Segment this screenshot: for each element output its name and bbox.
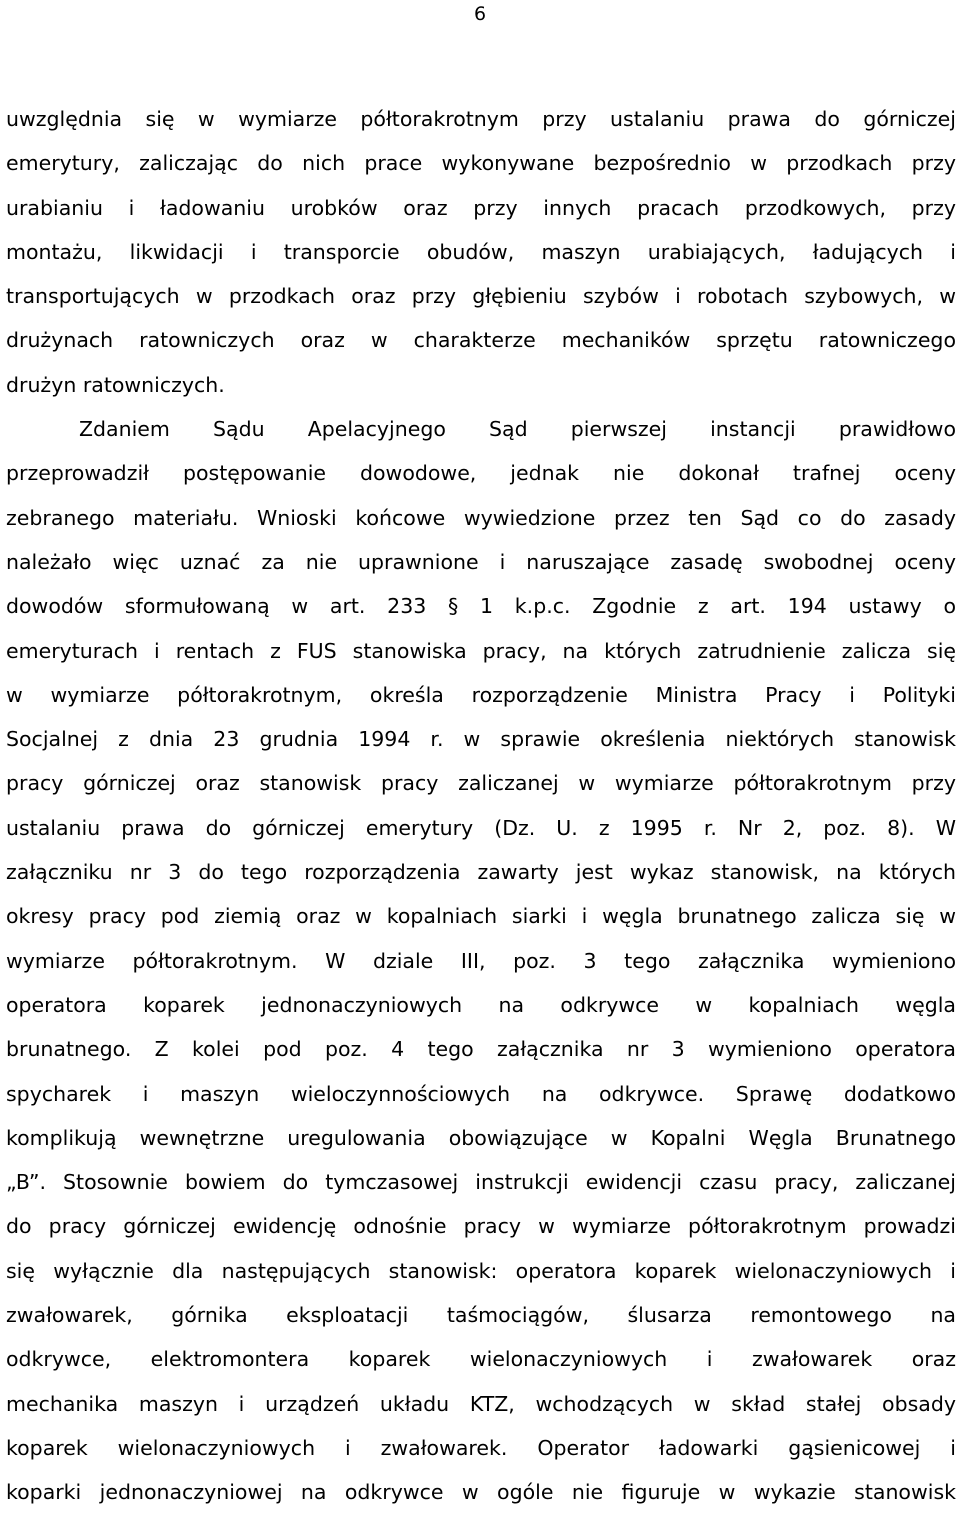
text-line: się wyłącznie dla następujących stanowisk: operatora koparek wielonaczyniowych i	[6, 1258, 956, 1283]
text-line: spycharek i maszyn wieloczynnościowych na odkrywce. Sprawę dodatkowo	[6, 1081, 956, 1106]
text-line: Zdaniem Sądu Apelacyjnego Sąd pierwszej instancji prawidłowo	[79, 417, 956, 442]
text-line: „B”. Stosownie bowiem do tymczasowej instrukcji ewidencji czasu pracy, zaliczanej	[6, 1170, 956, 1195]
text-line: urabianiu i ładowaniu urobków oraz przy innych pracach przodkowych, przy	[6, 195, 956, 220]
page-number: 6	[473, 3, 487, 25]
text-line: Socjalnej z dnia 23 grudnia 1994 r. w sprawie określenia niektórych stanowisk	[6, 727, 956, 752]
text-line: drużyn ratowniczych.	[6, 372, 225, 397]
document-body	[6, 97, 956, 1515]
text-line: brunatnego. Z kolei pod poz. 4 tego załącznika nr 3 wymieniono operatora	[6, 1037, 956, 1062]
text-line: załączniku nr 3 do tego rozporządzenia zawarty jest wykaz stanowisk, na których	[6, 860, 956, 885]
text-line: mechanika maszyn i urządzeń układu KTZ, wchodzących w skład stałej obsady	[6, 1391, 956, 1416]
text-line: okresy pracy pod ziemią oraz w kopalniach siarki i węgla brunatnego zalicza się w	[6, 904, 956, 929]
text-line: emeryturach i rentach z FUS stanowiska pracy, na których zatrudnienie zalicza się	[6, 638, 956, 663]
text-line: zwałowarek, górnika eksploatacji taśmociągów, ślusarza remontowego na	[6, 1303, 956, 1328]
text-line: w wymiarze półtorakrotnym, określa rozporządzenie Ministra Pracy i Polityki	[6, 682, 956, 707]
text-line: operatora koparek jednonaczyniowych na odkrywce w kopalniach węgla	[6, 992, 956, 1017]
text-line: wymiarze półtorakrotnym. W dziale III, poz. 3 tego załącznika wymieniono	[6, 948, 956, 973]
text-line: koparki jednonaczyniowej na odkrywce w ogóle nie figuruje w wykazie stanowisk	[6, 1480, 956, 1505]
text-line: odkrywce, elektromontera koparek wielonaczyniowych i zwałowarek oraz	[6, 1347, 956, 1372]
text-line: uwzględnia się w wymiarze półtorakrotnym przy ustalaniu prawa do górniczej	[6, 107, 956, 131]
text-line: pracy górniczej oraz stanowisk pracy zaliczanej w wymiarze półtorakrotnym przy	[6, 771, 956, 796]
text-line: komplikują wewnętrzne uregulowania obowiązujące w Kopalni Węgla Brunatnego	[6, 1125, 956, 1150]
text-line: emerytury, zaliczając do nich prace wykonywane bezpośrednio w przodkach przy	[6, 151, 956, 176]
text-line: ustalaniu prawa do górniczej emerytury (Dz. U. z 1995 r. Nr 2, poz. 8). W	[6, 815, 956, 840]
text-line: do pracy górniczej ewidencję odnośnie pracy w wymiarze półtorakrotnym prowadzi	[6, 1214, 956, 1239]
text-line: dowodów sformułowaną w art. 233 § 1 k.p.c. Zgodnie z art. 194 ustawy o	[6, 594, 956, 619]
text-line: przeprowadził postępowanie dowodowe, jednak nie dokonał trafnej oceny	[6, 461, 956, 486]
text-line: zebranego materiału. Wnioski końcowe wywiedzione przez ten Sąd co do zasady	[6, 505, 956, 530]
text-line: transportujących w przodkach oraz przy głębieniu szybów i robotach szybowych, w	[6, 284, 956, 309]
text-line: należało więc uznać za nie uprawnione i naruszające zasadę swobodnej oceny	[6, 549, 956, 574]
text-line: drużynach ratowniczych oraz w charakterze mechaników sprzętu ratowniczego	[6, 328, 956, 353]
text-line: koparek wielonaczyniowych i zwałowarek. Operator ładowarki gąsienicowej i	[6, 1435, 956, 1460]
text-line: montażu, likwidacji i transporcie obudów, maszyn urabiających, ładujących i	[6, 239, 956, 264]
